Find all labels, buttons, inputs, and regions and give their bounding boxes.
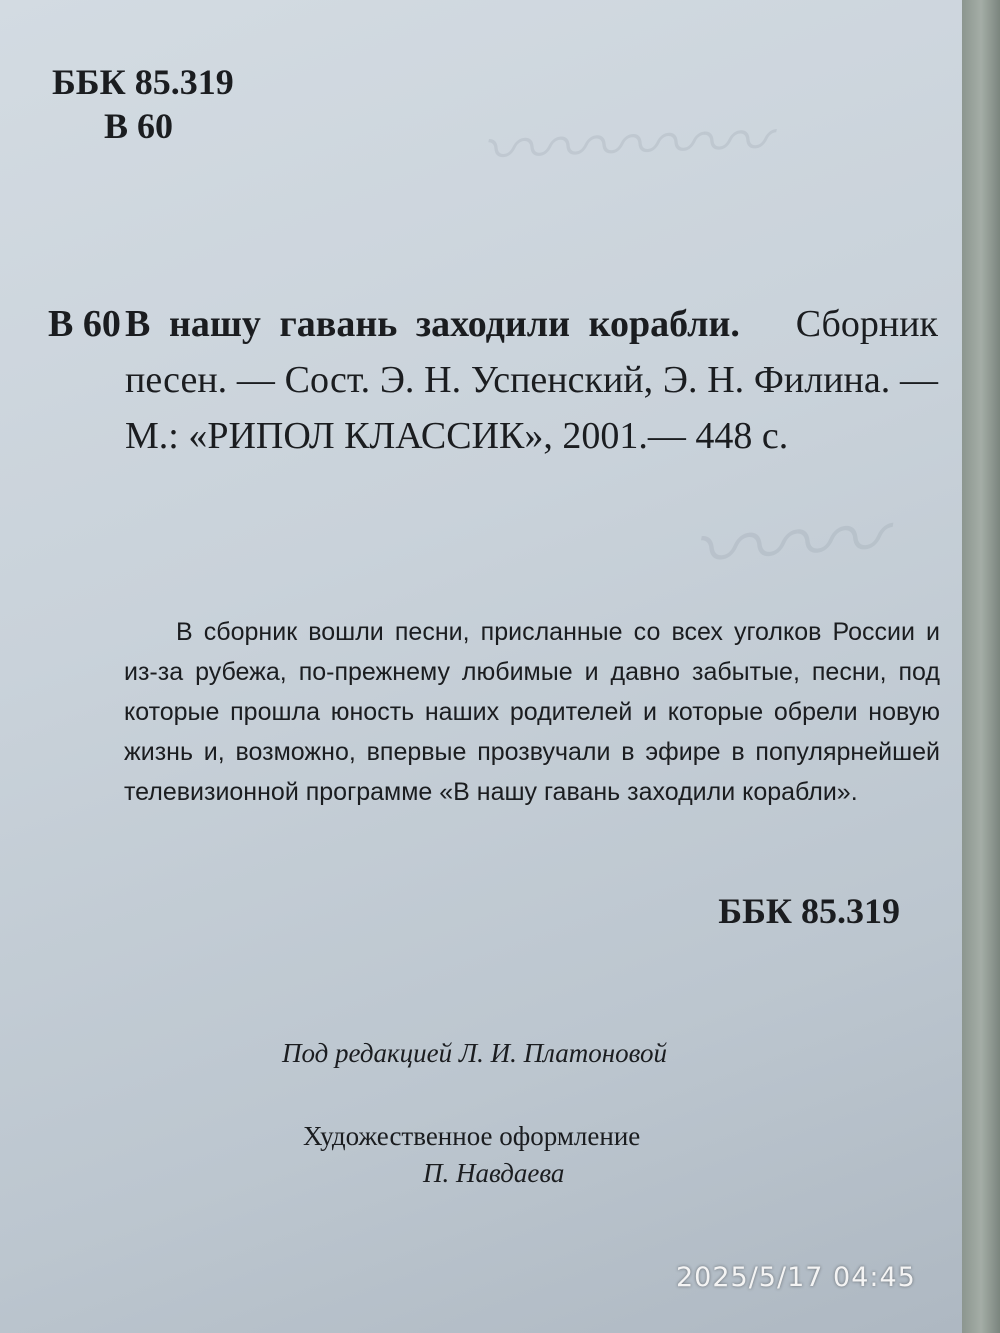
author-code: В 60 xyxy=(104,106,174,146)
show-through-decoration: 〰〰 xyxy=(687,486,887,607)
entry-separator xyxy=(759,303,778,345)
entry-cipher: В 60 xyxy=(48,303,121,345)
annotation-paragraph: В сборник вошли песни, присланные со всех уголков России и из-за рубежа, по-прежнему любимые и давно забытые, песни, под которые прошла юность наших родителей и которые обрели новую жизнь и, возможно, впервые прозвучали в эфире в популярнейшей телевизионной программе «В нашу гавань заходили корабли». xyxy=(124,618,940,806)
bbk-footer-code: ББК 85.319 xyxy=(718,891,900,931)
bbk-header xyxy=(52,60,234,148)
art-design-label: Художественное оформление xyxy=(303,1121,641,1151)
bbk-code: ББК 85.319 xyxy=(52,62,234,102)
artist-name: П. Навдаева xyxy=(423,1158,565,1188)
book-title: В нашу гавань заходили корабли. xyxy=(125,303,740,345)
editor-credit: Под редакцией Л. И. Платоновой xyxy=(282,1038,668,1068)
next-page-edge xyxy=(962,0,1000,1333)
photo-timestamp: 2025/5/17 04:45 xyxy=(676,1262,916,1293)
show-through-decoration: 〰〰〰〰 xyxy=(478,101,770,192)
entry-details: Сборник песен. — Сост. Э. Н. Успенский, Э. Н. Филина. — М.: «РИПОЛ КЛАССИК», 2001.— 448 с. xyxy=(125,303,938,457)
entry-body xyxy=(125,296,938,464)
bibliographic-entry xyxy=(48,296,938,464)
